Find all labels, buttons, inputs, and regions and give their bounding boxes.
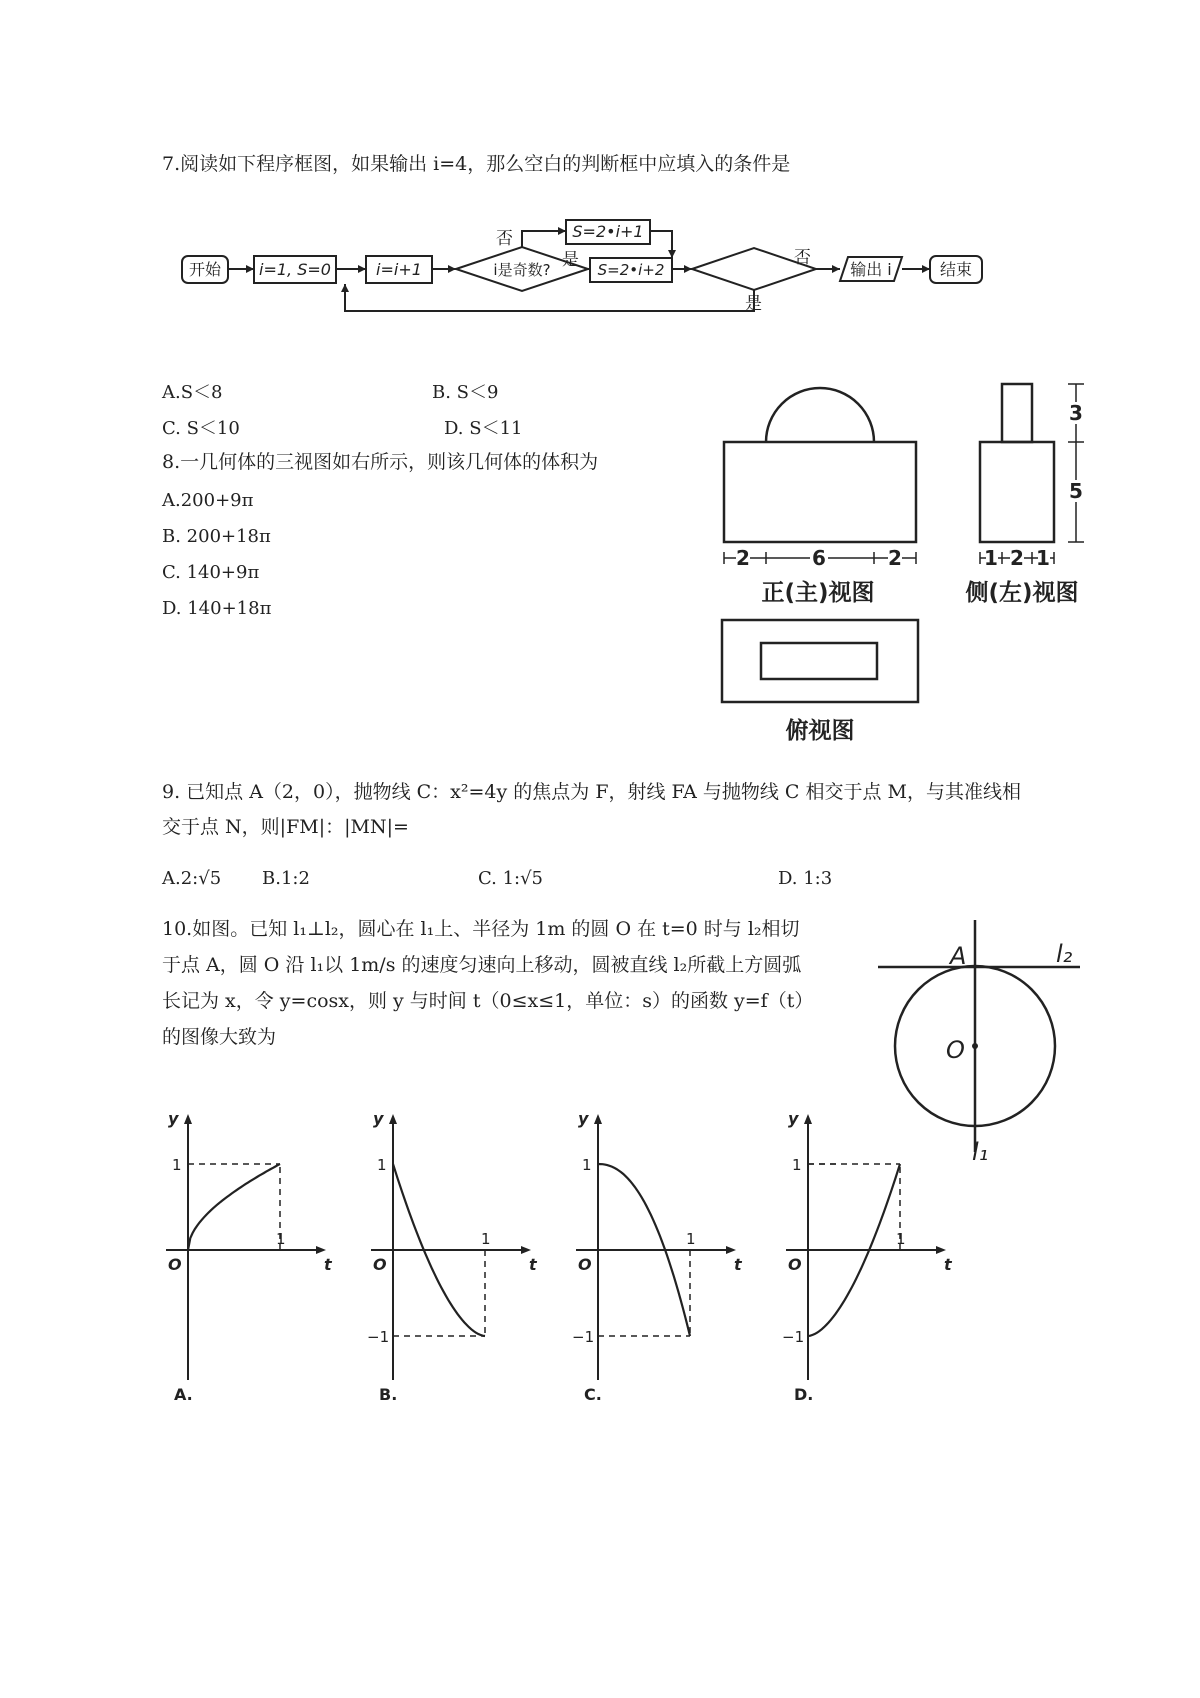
tick-t-1: 1 [686,1230,696,1248]
y-arrow [389,1114,397,1124]
graph-label: A. [174,1385,193,1404]
t-label: t [944,1255,952,1274]
flow-yes: 是 [562,250,579,270]
dim-side-w3: 1 [1036,546,1050,570]
origin-label: O [168,1255,182,1274]
tick-y-1: 1 [172,1156,182,1174]
q9-option-d: D. 1:3 [778,868,833,889]
flow-no: 否 [496,229,513,249]
q9-option-c: C. 1:√5 [478,868,544,889]
graph-label: C. [584,1385,602,1404]
q7-option-b: B. S＜9 [432,382,499,403]
q8-option-c: C. 140+9π [162,562,260,583]
tick-t-1: 1 [896,1230,906,1248]
y-label: y [578,1109,589,1128]
flow-yes2: 是 [745,294,762,314]
t-arrow [521,1246,531,1254]
flow-no2: 否 [794,248,811,268]
origin-label: O [788,1255,802,1274]
y-label: y [373,1109,384,1128]
t-label: t [529,1255,537,1274]
top-view-label: 俯视图 [785,718,855,744]
q9-line1: 9. 已知点 A（2，0），抛物线 C：x²=4y 的焦点为 F，射线 FA 与抛物线 C 相交于点 M，与其准线相 [162,781,1021,803]
q8-option-b: B. 200+18π [162,526,271,547]
graph-label: B. [379,1385,398,1404]
y-label: y [168,1109,179,1128]
y-arrow [184,1114,192,1124]
dim-side-h1: 3 [1069,401,1083,425]
tick-y-neg1: −1 [782,1328,805,1346]
origin-label: O [578,1255,592,1274]
dim-front-2: 6 [812,546,826,570]
tick-t-1: 1 [276,1230,286,1248]
graph-b [365,1100,565,1410]
flow-incr: i=i+1 [376,260,422,279]
t-arrow [936,1246,946,1254]
point-o-label: O [946,1036,965,1064]
origin-label: O [373,1255,387,1274]
dim-front-3: 2 [888,546,902,570]
y-label: y [788,1109,799,1128]
flow-init: i=1, S=0 [259,260,331,279]
line-l1-label: l₁ [972,1138,989,1166]
dim-side-h2: 5 [1069,479,1083,503]
q10-line2: 于点 A，圆 O 沿 l₁以 1m/s 的速度匀速向上移动，圆被直线 l₂所截上方圆弧 [162,954,802,976]
flow-start: 开始 [188,260,222,279]
q9-option-b: B.1:2 [262,868,310,889]
graph-a [160,1100,360,1410]
flow-assign-odd: S=2•i+1 [572,222,644,241]
t-arrow [726,1246,736,1254]
tick-y-1: 1 [582,1156,592,1174]
q7-option-c: C. S＜10 [162,418,240,439]
flow-cond: i是奇数? [493,261,551,279]
q9-option-a: A.2:√5 [162,868,222,889]
t-arrow [316,1246,326,1254]
dim-side-w1: 1 [984,546,998,570]
tick-y-1: 1 [377,1156,387,1174]
q10-line1: 10.如图。已知 l₁⊥l₂，圆心在 l₁上、半径为 1m 的圆 O 在 t=0 时与 l₂相切 [162,918,800,940]
q7-stem: 7.阅读如下程序框图，如果输出 i=4，那么空白的判断框中应填入的条件是 [162,153,791,175]
tick-y-neg1: −1 [367,1328,390,1346]
flow-output: 输出 i [850,260,892,279]
graph-d [780,1100,980,1410]
t-label: t [734,1255,742,1274]
q8-option-a: A.200+9π [162,490,254,511]
tick-t-1: 1 [481,1230,491,1248]
q7-option-a: A.S＜8 [162,382,223,403]
tick-y-1: 1 [792,1156,802,1174]
dim-front-1: 2 [736,546,750,570]
flow-end: 结束 [939,260,973,279]
dim-side-w2: 2 [1010,546,1024,570]
q10-line3: 长记为 x，令 y=cosx，则 y 与时间 t（0≤x≤1，单位：s）的函数 y=f（t） [162,990,814,1012]
q7-option-d: D. S＜11 [444,418,523,439]
y-arrow [594,1114,602,1124]
graph-label: D. [794,1385,814,1404]
q8-stem: 8.一几何体的三视图如右所示，则该几何体的体积为 [162,451,599,473]
flow-assign-even: S=2•i+2 [597,261,665,279]
front-view-label: 正(主)视图 [761,580,875,606]
graph-c [570,1100,770,1410]
q8-option-d: D. 140+18π [162,598,272,619]
curve [188,1164,280,1250]
y-arrow [804,1114,812,1124]
q9-line2: 交于点 N，则|FM|：|MN|= [162,816,409,838]
q10-line4: 的图像大致为 [162,1026,277,1048]
tick-y-neg1: −1 [572,1328,595,1346]
t-label: t [324,1255,332,1274]
line-l2-label: l₂ [1056,940,1073,968]
side-view-label: 侧(左)视图 [965,580,1079,606]
point-a-label: A [950,942,967,970]
